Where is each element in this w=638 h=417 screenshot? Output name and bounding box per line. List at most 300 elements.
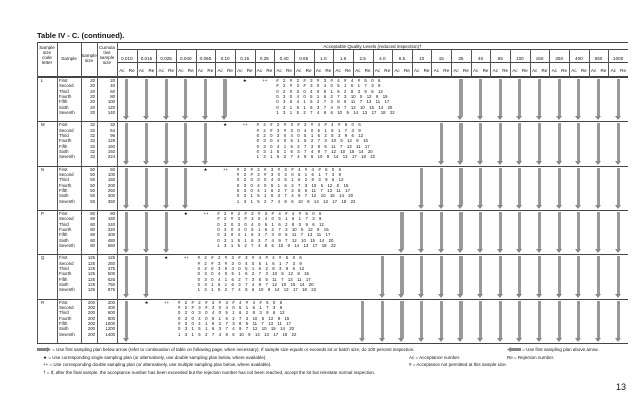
re-header: Re (305, 68, 312, 73)
sample-size: 50 (90, 172, 95, 177)
rule (490, 49, 491, 77)
cumulative-size: 1400 (105, 331, 115, 337)
up-arrow-icon-head (516, 294, 522, 298)
up-arrow-icon (577, 256, 580, 293)
sample-size: 125 (87, 260, 95, 266)
cumulative-size: 100 (107, 99, 115, 105)
ac-re-values: 0 3 1 5 1 6 3 7 4 9 7 12 10 15 14 20 (236, 193, 354, 199)
up-arrow-icon (459, 168, 462, 205)
sample-size: 50 (90, 198, 95, 204)
double-plan-icon: ++ (43, 362, 49, 368)
sample-label: Sixth (59, 237, 69, 243)
ac-re-values: # 2 # 2 # 3 # 3 # 4 # 4 # 5 0 6 (177, 299, 283, 305)
cumulative-size: 375 (107, 266, 115, 272)
up-arrow-icon (440, 256, 443, 293)
aql-level: 400 (575, 56, 583, 61)
size-code-letter: Q (41, 255, 45, 261)
cumulative-size: 400 (107, 305, 115, 310)
sample-label: Sixth (59, 326, 69, 332)
cumulative-size: 128 (107, 138, 115, 144)
aql-level: 15 (438, 56, 444, 61)
cumulative-size: 800 (107, 315, 115, 321)
up-arrow-icon (558, 301, 561, 338)
sample-label: Fifth (59, 188, 68, 194)
up-arrow-icon-head (595, 205, 601, 209)
sample-label: Second (59, 127, 74, 133)
cumulative-size: 200 (107, 182, 115, 188)
cumulative-size: 250 (107, 260, 115, 266)
sample-size: 20 (90, 94, 95, 100)
up-arrow-icon-head (536, 338, 542, 342)
re-header: Re (580, 68, 587, 73)
sample-label: First (59, 122, 68, 128)
up-arrow-icon-head (615, 116, 621, 120)
up-arrow-icon-head (615, 294, 621, 298)
aql-level: 0.040 (180, 56, 192, 61)
up-arrow-icon-head (457, 294, 463, 298)
sample-size: 80 (90, 232, 95, 238)
header-top-rule (37, 42, 628, 43)
table-header (37, 42, 628, 77)
size-code-letter: R (41, 299, 45, 305)
aql-level: 65 (497, 56, 503, 61)
cumulative-size: 80 (110, 211, 115, 216)
up-arrow-icon (459, 212, 462, 249)
down-arrow-icon-head (143, 249, 149, 253)
rule (196, 49, 197, 77)
re-header: Re (541, 68, 548, 73)
ac-re-values: # 2 # 3 # 3 0 4 0 5 1 6 1 7 3 9 (236, 172, 342, 177)
down-arrow-icon (165, 79, 168, 116)
sample-label: Sixth (59, 193, 69, 199)
up-arrow-icon-head (398, 338, 404, 342)
down-arrow-icon-head (202, 161, 208, 165)
header-line: Cumula (99, 45, 115, 50)
up-arrow-icon (381, 301, 384, 338)
ac-re-values: # 2 # 3 # 3 0 4 0 5 1 6 1 7 3 9 (177, 305, 283, 310)
letter-group (37, 77, 628, 121)
sample-size: 20 (90, 99, 95, 105)
rule (274, 49, 275, 77)
re-header: Re (423, 68, 430, 73)
sample-size: 20 (90, 88, 95, 94)
up-arrow-icon-head (477, 294, 483, 298)
aql-level: 0.15 (240, 56, 250, 61)
up-arrow-icon-head (556, 205, 562, 209)
up-arrow-icon-head (516, 338, 522, 342)
ac-header: Ac (217, 68, 223, 73)
aql-level: 0.065 (199, 56, 212, 61)
up-arrow-icon-head (575, 294, 581, 298)
header-line: letter (41, 60, 53, 65)
down-arrow-icon (125, 79, 128, 116)
sample-label: Seventh (59, 243, 75, 249)
up-arrow-icon-head (615, 205, 621, 209)
up-arrow-icon-head (575, 205, 581, 209)
cumulative-size: 875 (107, 287, 115, 293)
sample-label: Fourth (59, 182, 72, 188)
sample-size: 32 (90, 133, 95, 139)
up-arrow-icon-head (438, 294, 444, 298)
re-header: Re (246, 68, 253, 73)
sample-size: 20 (90, 104, 95, 110)
up-arrow-icon (518, 168, 521, 205)
rule (314, 49, 315, 77)
down-arrow-icon (165, 123, 168, 160)
cumulative-size: 50 (110, 166, 115, 172)
cumulative-size: 160 (107, 143, 115, 149)
re-header: Re (227, 68, 233, 73)
up-arrow-icon (420, 212, 423, 249)
cumulative-size: 160 (107, 216, 115, 222)
up-arrow-icon-head (516, 116, 522, 120)
sample-size: 80 (90, 221, 95, 227)
header-line: tive (103, 50, 111, 55)
up-arrow-icon (617, 79, 620, 116)
ac-header: Ac (296, 68, 302, 73)
sample-size: 50 (90, 182, 95, 188)
re-header: Re (266, 68, 273, 73)
rule (451, 49, 452, 77)
up-arrow-icon-head (457, 205, 463, 209)
up-arrow-icon (400, 256, 403, 293)
ac-re-values: # 2 # 3 # 3 0 4 0 5 1 6 1 7 3 9 (256, 127, 361, 133)
up-arrow-icon-head (497, 294, 503, 298)
up-arrow-icon-head (477, 338, 483, 342)
up-arrow-icon-head (595, 116, 601, 120)
up-arrow-icon (518, 301, 521, 338)
sample-size: 32 (90, 154, 95, 160)
cumulative-size: 250 (107, 188, 115, 194)
single-plan-marker: ★ (144, 299, 149, 305)
re-header: Re (128, 68, 135, 73)
aql-level: 4.0 (379, 56, 386, 61)
sample-label: Second (59, 216, 74, 222)
up-arrow-icon (577, 301, 580, 338)
up-arrow-icon (538, 123, 541, 160)
up-arrow-icon (459, 123, 462, 160)
ac-re-values: # 2 # 2 # 3 # 3 # 4 # 4 # 5 0 6 (197, 255, 302, 261)
sample-label: Fifth (59, 143, 68, 149)
star-icon: ★ (43, 354, 48, 360)
ac-re-values: # 2 # 2 # 3 # 3 # 4 # 4 # 5 0 6 (276, 78, 381, 83)
down-arrow-icon (184, 123, 187, 160)
down-arrow-icon-head (202, 116, 208, 120)
up-arrow-icon-head (575, 249, 581, 253)
up-arrow-icon-head (438, 161, 444, 165)
sample-label: Fifth (59, 276, 68, 282)
down-arrow-icon (204, 79, 207, 116)
up-arrow-icon (459, 79, 462, 116)
sample-label: Third (59, 133, 69, 139)
sample-label: First (59, 255, 68, 261)
cumulative-size: 400 (107, 232, 115, 238)
ac-header: Ac (453, 68, 459, 73)
group-rule (37, 254, 628, 255)
sample-size: 125 (87, 271, 95, 277)
up-arrow-icon (538, 301, 541, 338)
sample-label: Sixth (59, 104, 69, 110)
up-arrow-icon (558, 123, 561, 160)
ac-header: Ac (512, 68, 518, 73)
rule (215, 49, 216, 77)
cumulative-size: 100 (107, 172, 115, 177)
sample-label: Third (59, 88, 69, 94)
up-arrow-icon-head (457, 161, 463, 165)
cumulative-size: 32 (110, 122, 115, 128)
sample-size: 125 (87, 287, 95, 293)
size-code-letter: P (41, 211, 44, 216)
letter-group (37, 166, 628, 210)
ac-re-values: 0 3 0 4 0 5 1 6 2 7 3 10 5 12 8 15 (276, 94, 388, 100)
cumulative-size: 120 (107, 104, 115, 110)
sample-size: 32 (90, 149, 95, 155)
aql-level: 650 (594, 56, 603, 61)
ac-re-values: 0 3 1 5 1 6 3 7 4 9 7 12 10 15 14 20 (197, 282, 314, 288)
legend-text: = Use corresponding double sampling plan (or alternatively, use multiple sampling plan below, where available). (49, 362, 272, 368)
header-size-code-letter (37, 45, 57, 65)
up-arrow-icon (440, 168, 443, 205)
down-arrow-icon (125, 212, 128, 249)
page-number: 13 (616, 382, 627, 392)
single-plan-marker: ★ (183, 211, 188, 216)
rule (37, 166, 38, 210)
rule (37, 121, 38, 165)
re-header: Re (600, 68, 607, 73)
rule (117, 121, 118, 165)
down-arrow-icon-head (123, 161, 129, 165)
single-plan-marker: ★ (242, 78, 247, 83)
up-arrow-icon (440, 301, 443, 338)
up-arrow-icon-head (615, 161, 621, 165)
up-arrow-icon (617, 301, 620, 338)
table-body (37, 77, 628, 343)
rule (117, 299, 118, 343)
sample-size: 50 (90, 177, 95, 183)
header-line: Sample (81, 53, 97, 58)
cumulative-size: 64 (110, 127, 115, 133)
sample-label: Seventh (59, 154, 75, 160)
sample-size: 50 (90, 166, 95, 172)
down-arrow-icon (184, 168, 187, 205)
cumulative-size: 125 (107, 255, 115, 261)
ac-header: Ac (355, 68, 361, 73)
ac-header: Ac (315, 68, 322, 73)
re-header: Re (462, 68, 469, 73)
up-arrow-icon-head (477, 116, 483, 120)
up-arrow-icon (538, 168, 541, 205)
up-arrow-icon (361, 301, 364, 338)
rule (412, 49, 413, 77)
cumulative-size: 150 (107, 177, 115, 183)
cumulative-size: 500 (107, 271, 115, 277)
up-arrow-icon (538, 256, 541, 293)
rule (57, 121, 58, 165)
up-arrow-icon-head (477, 249, 483, 253)
down-arrow-icon (37, 347, 51, 352)
sample-label: Third (59, 266, 69, 272)
ac-header: Ac (472, 68, 479, 73)
sample-label: Fourth (59, 315, 72, 321)
aql-level: 1000 (613, 56, 624, 61)
ac-header: Ac (551, 68, 557, 73)
ac-header: Ac (492, 68, 499, 73)
ac-re-values: 0 2 0 3 0 4 0 5 1 6 2 8 3 9 6 12 (177, 310, 285, 316)
up-arrow-icon-head (516, 205, 522, 209)
rule (57, 254, 58, 298)
up-arrow-icon (459, 301, 462, 338)
single-plan-marker: ★ (223, 122, 227, 128)
legend-up-arrow (507, 346, 599, 354)
up-arrow-icon (577, 168, 580, 205)
aql-level: 0.015 (140, 56, 153, 61)
up-arrow-icon (538, 79, 541, 116)
header-line: code (42, 55, 52, 60)
sample-size: 200 (87, 326, 95, 332)
down-arrow-icon-head (143, 161, 149, 165)
ac-re-values: 1 3 1 5 2 7 4 8 6 10 9 14 13 17 18 22 (197, 287, 317, 293)
down-arrow-icon-head (163, 205, 169, 209)
ac-header: Ac (433, 68, 440, 73)
sample-size: 80 (90, 237, 95, 243)
sample-size: 32 (90, 143, 95, 149)
down-arrow-icon-head (182, 161, 188, 165)
ac-header: Ac (138, 68, 145, 73)
up-arrow-icon-head (418, 338, 424, 342)
up-arrow-icon (381, 256, 384, 293)
rule (294, 49, 295, 77)
rule (333, 49, 334, 77)
up-arrow-icon (597, 123, 600, 160)
ac-re-values: 0 3 0 4 0 5 1 6 2 7 3 10 5 12 8 15 (256, 138, 368, 144)
up-arrow-icon (577, 123, 580, 160)
ac-re-values: 1 3 1 5 2 7 4 8 6 10 9 14 13 17 18 22 (217, 243, 336, 249)
down-arrow-icon (125, 168, 128, 205)
down-arrow-icon-head (163, 116, 169, 120)
sample-label: Sixth (59, 149, 69, 155)
down-arrow-icon (145, 256, 148, 293)
rule (117, 210, 118, 254)
up-arrow-icon (617, 212, 620, 249)
legend-double (43, 361, 271, 369)
sample-label: Fifth (59, 321, 68, 327)
up-arrow-icon (518, 256, 521, 293)
re-header: Re (286, 68, 292, 73)
up-arrow-icon (518, 123, 521, 160)
re-header: Re (443, 68, 450, 73)
ac-re-values: 0 3 0 4 1 6 2 7 3 8 5 11 7 13 11 17 (276, 99, 390, 105)
double-plan-marker: ++ (242, 122, 248, 128)
up-arrow-icon (597, 256, 600, 293)
down-arrow-icon (204, 123, 207, 160)
down-arrow-icon (145, 123, 148, 160)
aql-level: 0.025 (160, 56, 172, 61)
sample-size: 20 (90, 83, 95, 89)
ac-re-values: 0 2 0 3 0 4 0 5 1 6 2 8 3 9 6 12 (217, 221, 324, 227)
up-arrow-icon-head (359, 338, 365, 342)
up-arrow-icon-head (398, 249, 404, 253)
up-arrow-icon (400, 212, 403, 249)
rule (37, 299, 38, 343)
down-arrow-icon-head (143, 294, 149, 298)
sample-label: Third (59, 177, 69, 183)
down-arrow-icon-head (123, 205, 129, 209)
double-plan-marker: ++ (262, 78, 268, 83)
sample-size: 200 (87, 331, 95, 337)
up-arrow-icon (440, 123, 443, 160)
cumulative-size: 192 (107, 149, 115, 155)
up-arrow-icon-head (497, 161, 503, 165)
ac-header: Ac (374, 68, 381, 73)
up-arrow-icon (558, 168, 561, 205)
aql-level: 0.010 (121, 56, 133, 61)
up-arrow-icon (400, 301, 403, 338)
up-arrow-icon-head (595, 161, 601, 165)
group-rule (37, 299, 628, 300)
group-rule (37, 210, 628, 211)
up-arrow-icon-head (536, 294, 542, 298)
re-header: Re (325, 68, 332, 73)
up-arrow-icon-head (556, 338, 562, 342)
aql-level: 0.65 (299, 56, 309, 61)
table-bottom-rule (37, 343, 628, 344)
ac-re-values: 0 3 1 5 1 6 3 7 4 9 7 12 10 15 14 20 (276, 104, 393, 110)
sample-size: 200 (87, 321, 95, 327)
up-arrow-icon (617, 168, 620, 205)
up-arrow-icon-head (595, 338, 601, 342)
aql-level: 10 (419, 56, 425, 61)
cumulative-size: 480 (107, 237, 115, 243)
sample-label: Fourth (59, 94, 72, 100)
re-header: Re (384, 68, 391, 73)
sample-size: 125 (87, 266, 95, 272)
ac-re-values: 0 2 0 3 0 4 0 5 1 6 2 8 3 9 6 12 (197, 266, 305, 272)
down-arrow-icon (125, 256, 128, 293)
sample-size: 20 (90, 78, 95, 83)
down-arrow-icon-head (182, 116, 188, 120)
up-arrow-icon (597, 301, 600, 338)
rule (373, 49, 374, 77)
up-arrow-icon-head (497, 338, 503, 342)
sample-label: Fourth (59, 227, 72, 233)
ac-header: Ac (610, 68, 616, 73)
rule (589, 49, 590, 77)
size-code-letter: N (41, 166, 45, 172)
sample-size: 200 (87, 315, 95, 321)
ac-header: Ac (178, 68, 184, 73)
cumulative-size: 224 (107, 154, 115, 160)
up-arrow-icon (597, 212, 600, 249)
down-arrow-icon (125, 301, 128, 338)
sample-size: 80 (90, 216, 95, 222)
letter-group (37, 210, 628, 254)
re-header: Re (403, 68, 410, 73)
up-arrow-icon (518, 212, 521, 249)
ac-header: Ac (394, 68, 400, 73)
sample-label: First (59, 299, 68, 305)
re-header: Re (168, 68, 174, 73)
sample-label: Seventh (59, 198, 75, 204)
sample-label: Second (59, 305, 74, 310)
ac-header: Ac (237, 68, 243, 73)
aql-level: 40 (478, 56, 484, 61)
cumulative-size: 1200 (105, 326, 115, 332)
rule (255, 49, 256, 77)
up-arrow-icon (577, 79, 580, 116)
ac-re-values: 0 3 0 4 0 5 1 6 2 7 3 10 5 12 8 15 (177, 315, 290, 321)
rule (37, 210, 38, 254)
sample-size: 80 (90, 227, 95, 233)
